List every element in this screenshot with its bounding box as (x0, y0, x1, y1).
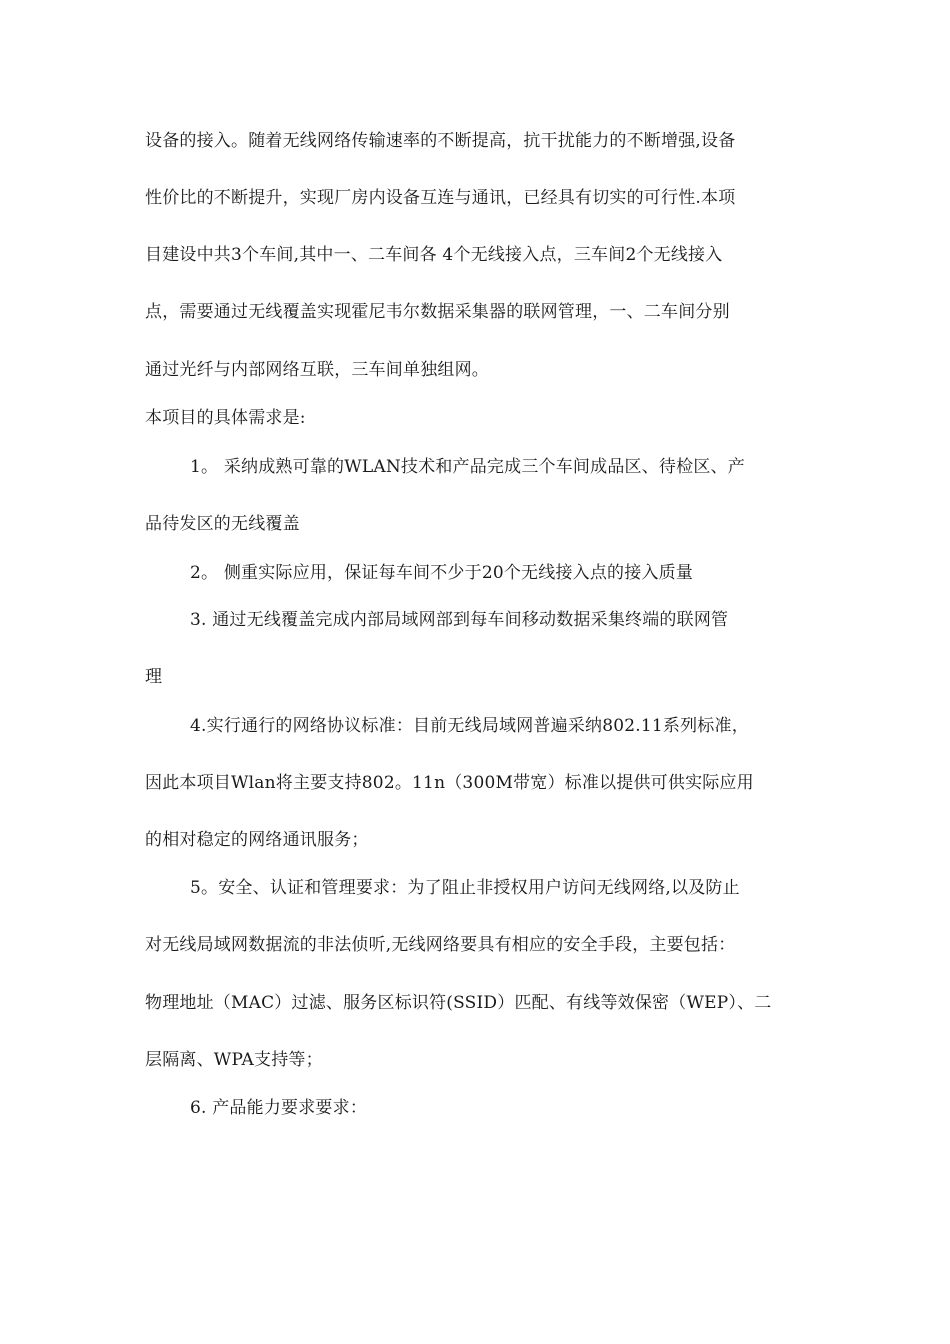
list-item-1-continuation: 品待发区的无线覆盖 (145, 514, 300, 534)
list-item-5: 5。安全、认证和管理要求：为了阻止非授权用户访问无线网络,以及防止 (190, 878, 740, 898)
paragraph-line: 性价比的不断提升，实现厂房内设备互连与通讯，已经具有切实的可行性.本项 (145, 188, 736, 208)
list-item-5-continuation: 对无线局域网数据流的非法侦听,无线网络要具有相应的安全手段，主要包括： (145, 935, 736, 955)
list-item-2: 2。 侧重实际应用，保证每车间不少于20个无线接入点的接入质量 (190, 563, 694, 583)
list-item-3-continuation: 理 (145, 667, 163, 687)
paragraph-line: 点，需要通过无线覆盖实现霍尼韦尔数据采集器的联网管理，一、二车间分别 (145, 302, 730, 322)
list-item-4-continuation: 的相对稳定的网络通讯服务； (145, 830, 369, 850)
list-item-6: 6. 产品能力要求要求： (190, 1098, 368, 1118)
paragraph-line: 通过光纤与内部网络互联，三车间单独组网。 (145, 360, 489, 380)
section-heading: 本项目的具体需求是: (145, 408, 306, 428)
list-item-5-continuation: 层隔离、WPA支持等； (145, 1050, 323, 1070)
list-item-4-continuation: 因此本项目Wlan将主要支持802。11n（300M带宽）标准以提供可供实际应用 (145, 773, 754, 793)
list-item-1: 1。 采纳成熟可靠的WLAN技术和产品完成三个车间成品区、待检区、产 (190, 457, 745, 477)
paragraph-line: 目建设中共3个车间,其中一、二车间各 4个无线接入点，三车间2个无线接入 (145, 245, 723, 265)
list-item-3: 3. 通过无线覆盖完成内部局域网部到每车间移动数据采集终端的联网管 (190, 610, 729, 630)
list-item-4: 4.实行通行的网络协议标准：目前无线局域网普遍采纳802.11系列标准， (190, 716, 749, 736)
paragraph-line: 设备的接入。随着无线网络传输速率的不断提高，抗干扰能力的不断增强,设备 (145, 131, 736, 151)
list-item-5-continuation: 物理地址（MAC）过滤、服务区标识符(SSID）匹配、有线等效保密（WEP）、二 (145, 993, 772, 1013)
